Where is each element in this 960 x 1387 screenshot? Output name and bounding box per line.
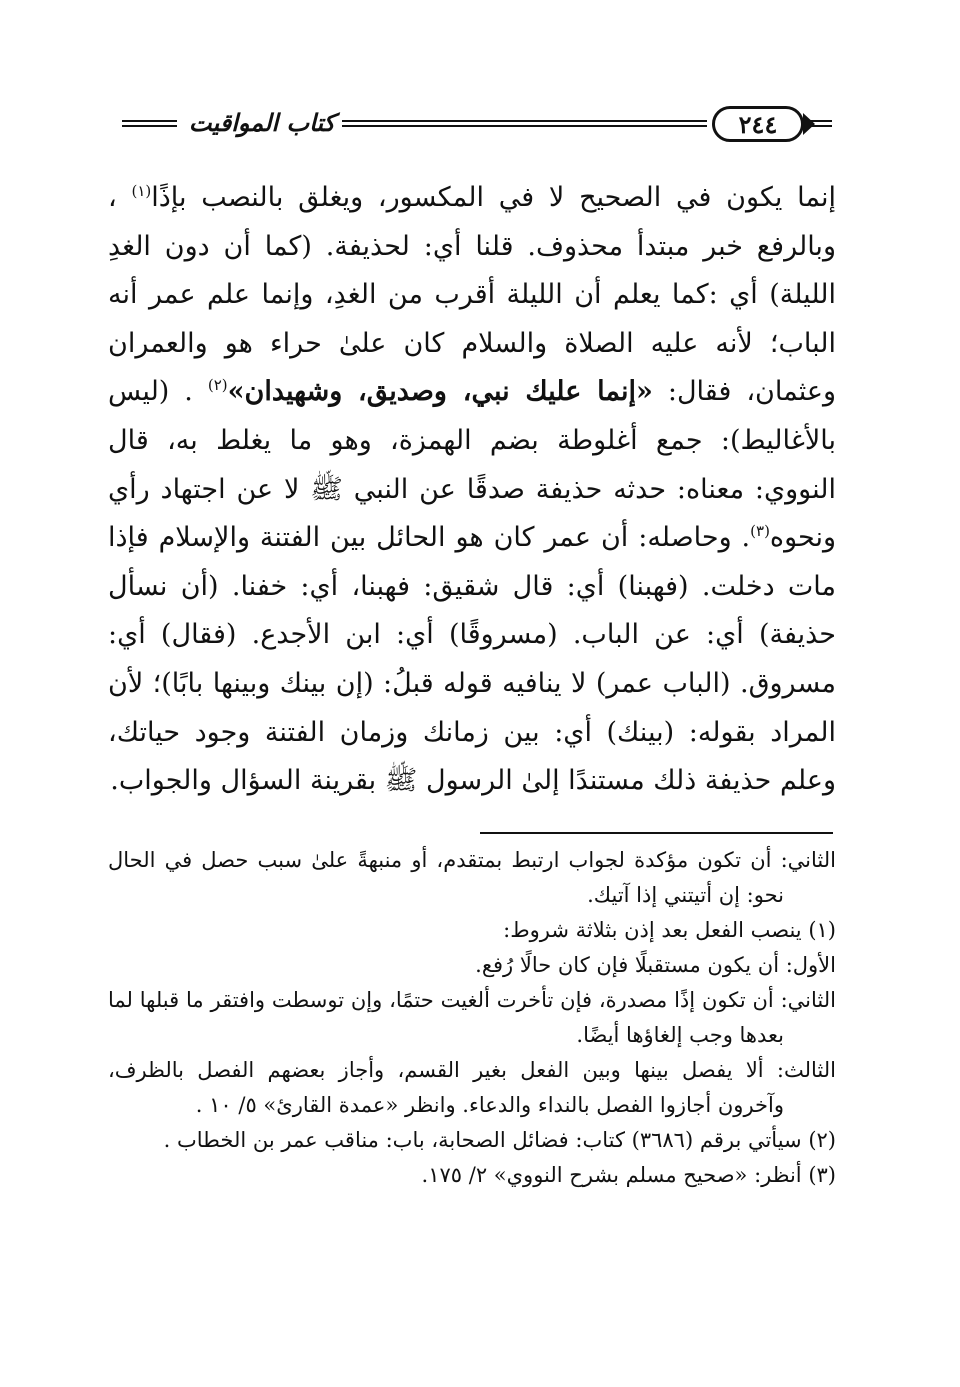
footnote-1-condition-1: الأول: أن يكون مستقبلًا فإن كان حالًا رُفع. [475,953,836,977]
footnotes [108,843,836,1193]
hadith-quote: «إنما عليك نبي، وصديق، وشهيدان» [227,376,653,408]
main-text-part-4: . وحاصله: أن عمر كان هو الحائل بين الفتنة والإسلام فإذا مات دخلت. (فهبنا) أي: قال شقيق: فهبنا، أي: خفنا. (أن نسأل حذيفة) أي: عن الباب. (مسروقًا) أي: ابن الأجدع. (فقال) أي: مسروق. (الباب عمر) لا ينافيه قوله قبلُ: (إن بينك وبينها بابًا)؛ لأن المراد بقوله: (بينك) أي: بين زمانك وزمان الفتنة وجود حياتك، وعلم حذيفة ذلك مستندًا إلىٰ الرسول ﷺ بقرينة السؤال والجواب. [108,522,836,797]
page-number: ٢٤٤ [738,110,778,139]
footnote-ref-1: (١) [131,182,152,200]
footnote-1-condition-3: الثالث: ألا يفصل بينها وبين الفعل بغير القسم، وأجاز بعضهم الفصل بالظرف، وآخرون أجازوا الفصل بالنداء والدعاء. وانظر «عمدة القارئ» ٥/ ١٠ . [108,1058,836,1117]
footnote-continuation: الثاني: أن تكون مؤكدة لجواب ارتبط بمتقدم، أو منبهةً علىٰ سبب حصل في الحال نحو: إن أتيتني إذا آتيك. [108,848,836,907]
main-paragraph [108,174,836,806]
footnote-3: (٣) أنظر: «صحيح مسلم بشرح النووي» ٢/ ١٧٥. [421,1163,836,1187]
footnote-ref-3: (٣) [750,522,770,541]
main-text-part-3: . (ليس بالأغاليط): جمع أغلوطة بضم الهمزة، وهو ما يغلط به، قال النووي: معناه: حدثه حذيفة صدقًا عن النبي ﷺ لا عن اجتهاد رأي ونحوه [108,376,836,554]
page-number-badge [712,106,804,142]
footnote-2: (٢) سيأتي برقم (٣٦٨٦) كتاب: فضائل الصحابة، باب: مناقب عمر بن الخطاب . [163,1128,836,1152]
footnote-1-condition-2: الثاني: أن تكون إذًا مصدرة، فإن تأخرت ألغيت حتمًا، وإن توسطت وافتقر ما قبلها لما بعدها وجب إلغاؤها أيضًا. [108,988,836,1047]
footnote-separator [480,832,833,834]
main-text-part-2: ، وبالرفع خبر مبتدأ محذوف. قلنا أي: لحذيفة. (كما أن دون الغدِ الليلة) أي :كما يعلم أن الليلة أقرب من الغدِ، وإنما علم عمر أنه الباب؛ لأنه عليه الصلاة والسلام كان علىٰ حراء هو والعمران وعثمان، فقال: [108,182,836,408]
book-title: كتاب المواقيت [188,108,336,137]
footnote-1: (١) ينصب الفعل بعد إذن بثلاثة شروط: [503,918,836,942]
header-rule-middle [342,120,707,130]
page-header [112,100,832,150]
main-text [108,174,836,806]
main-text-part-1: إنما يكون في الصحيح لا في المكسور، ويغلق بالنصب بإذًا [151,182,836,213]
footnote-ref-2: (٢) [207,376,228,395]
header-rule-right [802,120,832,130]
header-rule-left [122,120,177,130]
